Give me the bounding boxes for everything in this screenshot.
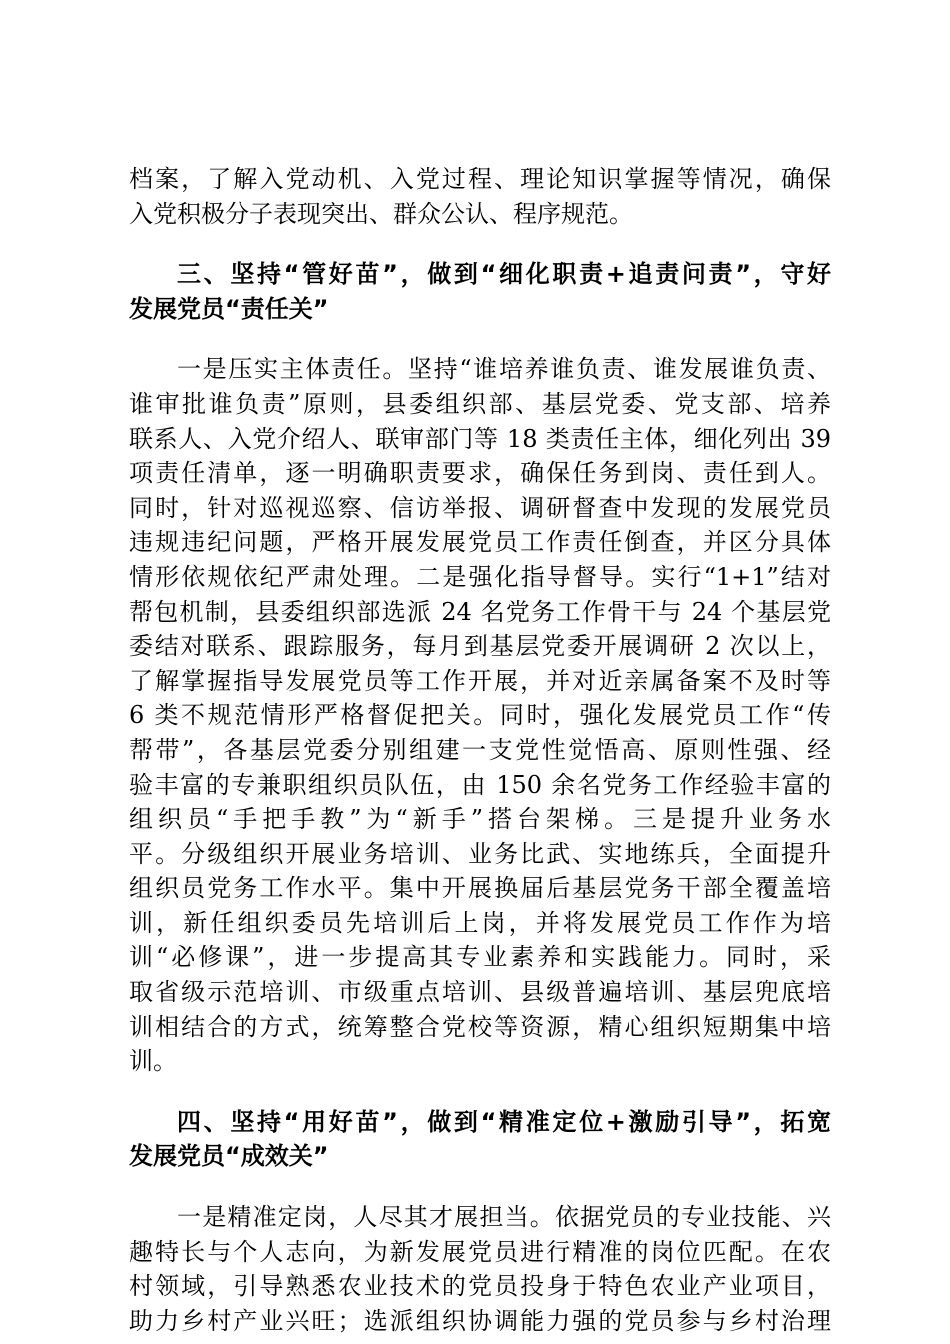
text-line: 村领域，引导熟悉农业技术的党员投身于特色农业产业项目， [129,1272,831,1301]
heading-line: 发展党员“责任关” [129,294,329,323]
text-line: 训相结合的方式，统筹整合党校等资源，精心组织短期集中培 [129,1012,831,1041]
heading-line: 四、坚持“用好苗”，做到“精准定位+激励引导”，拓宽 [177,1107,831,1136]
text-line: 助力乡村产业兴旺；选派组织协调能力强的党员参与乡村治理 [129,1306,831,1335]
text-line: 一是精准定岗，人尽其才展担当。依据党员的专业技能、兴 [177,1203,831,1232]
document-page [129,162,831,1338]
text-line: 平。分级组织开展业务培训、业务比武、实地练兵，全面提升 [129,839,831,868]
text-line: 同时，针对巡视巡察、信访举报、调研督查中发现的发展党员 [129,493,831,522]
heading-line: 三、坚持“管好苗”，做到“细化职责+追责问责”，守好 [177,260,831,289]
text-line: 了解掌握指导发展党员等工作开展，并对近亲属备案不及时等 [129,666,831,695]
text-line: 组织员“手把手教”为“新手”搭台架梯。三是提升业务水 [129,805,831,834]
text-line: 训“必修课”，进一步提高其专业素养和实践能力。同时，采 [129,943,831,972]
text-line: 档案，了解入党动机、入党过程、理论知识掌握等情况，确保 [129,165,831,193]
text-line: 入党积极分子表现突出、群众公认、程序规范。 [129,199,633,228]
text-line: 取省级示范培训、市级重点培训、县级普遍培训、基层兜底培 [129,978,831,1007]
text-line: 帮包机制，县委组织部选派 24 名党务工作骨干与 24 个基层党 [129,597,831,626]
text-line: 违规违纪问题，严格开展发展党员工作责任倒查，并区分具体 [129,528,831,557]
intro-paragraph [129,162,831,231]
heading-line: 发展党员“成效关” [129,1142,329,1171]
text-line: 一是压实主体责任。坚持“谁培养谁负责、谁发展谁负责、 [177,355,831,384]
section-four-body [129,1200,831,1338]
text-line: 训。 [129,1047,177,1076]
text-line: 联系人、入党介绍人、联审部门等 18 类责任主体，细化列出 39 [129,424,831,453]
text-line: 组织员党务工作水平。集中开展换届后基层党务干部全覆盖培 [129,874,831,903]
text-line: 训，新任组织委员先培训后上岗，并将发展党员工作作为培 [129,908,831,937]
text-line: 委结对联系、跟踪服务，每月到基层党委开展调研 2 次以上， [129,632,831,661]
section-three-heading [129,257,831,326]
text-line: 6 类不规范情形严格督促把关。同时，强化发展党员工作“传 [129,701,831,730]
text-line: 帮带”，各基层党委分别组建一支党性觉悟高、原则性强、经 [129,735,831,764]
text-line: 情形依规依纪严肃处理。二是强化指导督导。实行“1+1”结对 [129,562,831,591]
text-line: 验丰富的专兼职组织员队伍，由 150 余名党务工作经验丰富的 [129,770,831,799]
text-line: 趣特长与个人志向，为新发展党员进行精准的岗位匹配。在农 [129,1237,831,1266]
section-three-body [129,352,831,1078]
text-line: 谁审批谁负责”原则，县委组织部、基层党委、党支部、培养 [129,389,831,418]
section-four-heading [129,1105,831,1174]
text-line: 项责任清单，逐一明确职责要求，确保任务到岗、责任到人。 [129,459,831,488]
